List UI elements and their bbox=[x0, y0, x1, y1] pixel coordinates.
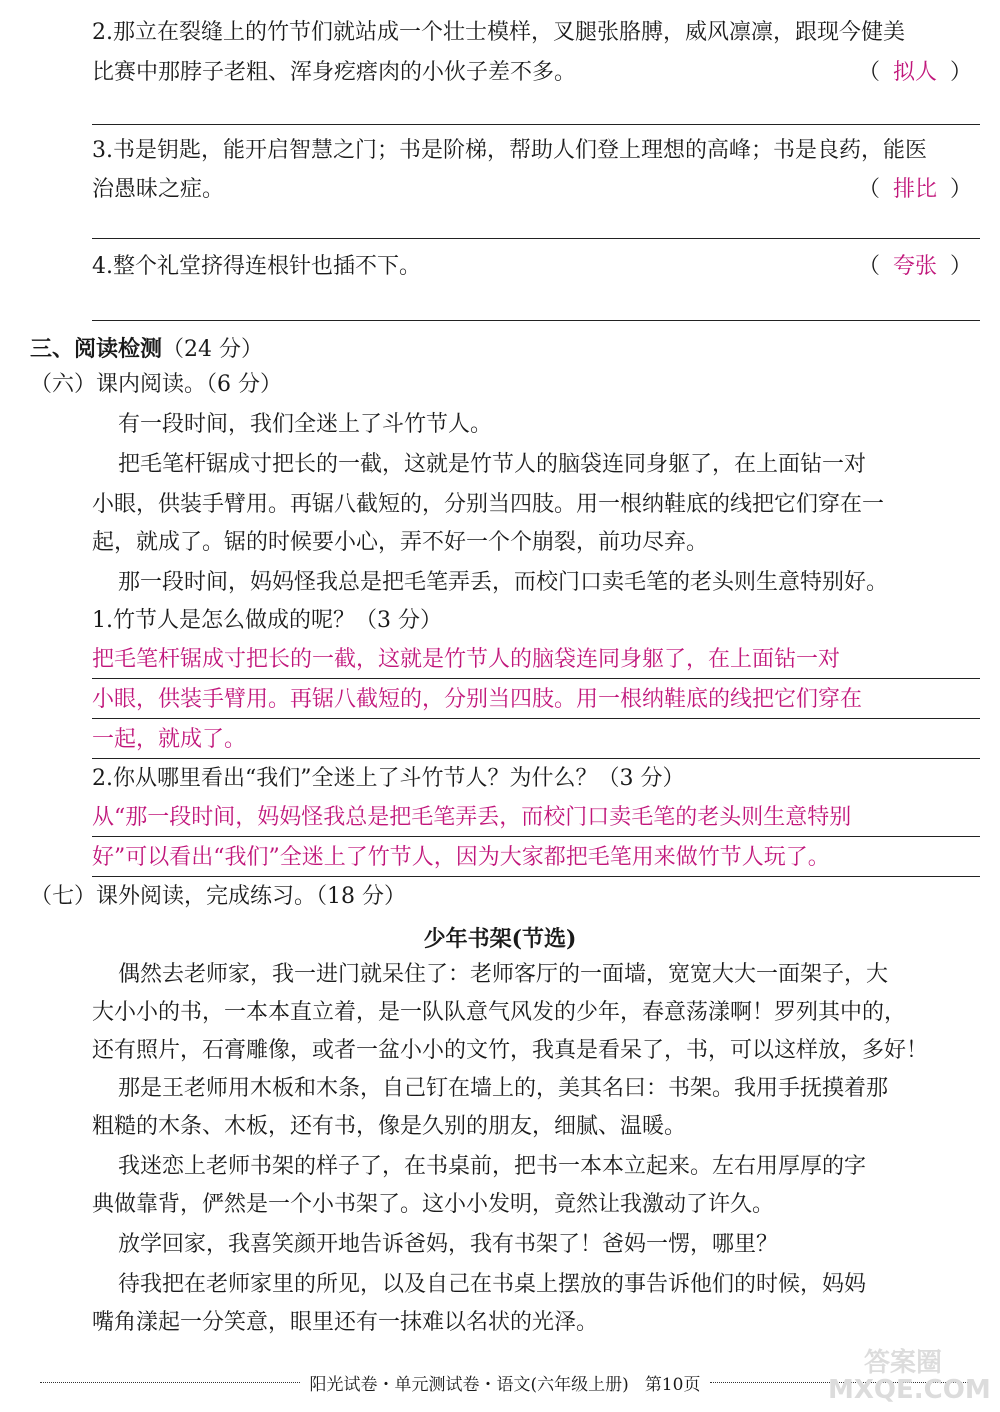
question-2-answer-line: 从“那一段时间，妈妈怪我总是把毛笔弄丢，而校门口卖毛笔的老头则生意特别 bbox=[92, 802, 980, 837]
question-1-answer-line: 把毛笔杆锯成寸把长的一截，这就是竹节人的脑袋连同身躯了，在上面钻一对 bbox=[92, 644, 980, 679]
passage-line: 嘴角漾起一分笑意，眼里还有一抹难以名状的光泽。 bbox=[92, 1310, 599, 1335]
answer-line bbox=[92, 320, 980, 321]
question-1-answer-line: 一起，就成了。 bbox=[92, 724, 980, 759]
part-6-question-1: 1.竹节人是怎么做成的呢？（3 分） bbox=[92, 608, 442, 633]
question-2-line-2 bbox=[92, 58, 972, 88]
section-title: 三、阅读检测 bbox=[30, 336, 163, 362]
question-3-answer: 排比 bbox=[892, 177, 937, 202]
question-2-answer-line: 好”可以看出“我们”全迷上了竹节人，因为大家都把毛笔用来做竹节人玩了。 bbox=[92, 842, 980, 877]
question-4-line bbox=[92, 252, 972, 282]
question-4-answer-box: （ 夸张 ） bbox=[858, 252, 972, 282]
passage-line: 我迷恋上老师书架的样子了，在书桌前，把书一本本立起来。左右用厚厚的字 bbox=[118, 1154, 867, 1179]
passage-line: 那是王老师用木板和木条，自己钉在墙上的，美其名曰：书架。我用手抚摸着那 bbox=[118, 1076, 889, 1101]
passage-line: 小眼，供装手臂用。再锯八截短的，分别当四肢。用一根纳鞋底的线把它们穿在一 bbox=[92, 492, 885, 517]
part-7-heading: （七）课外阅读，完成练习。（18 分） bbox=[30, 884, 406, 909]
passage-line: 放学回家，我喜笑颜开地告诉爸妈，我有书架了！爸妈一愣，哪里？ bbox=[118, 1232, 779, 1257]
passage-line: 待我把在老师家里的所见，以及自己在书桌上摆放的事告诉他们的时候，妈妈 bbox=[118, 1272, 867, 1297]
question-2-answer-box: （ 拟人 ） bbox=[858, 58, 972, 88]
passage-line: 那一段时间，妈妈怪我总是把毛笔弄丢，而校门口卖毛笔的老头则生意特别好。 bbox=[118, 570, 889, 595]
passage-line: 把毛笔杆锯成寸把长的一截，这就是竹节人的脑袋连同身躯了，在上面钻一对 bbox=[118, 452, 867, 477]
watermark-logo: 答案圈 MXQE.COM bbox=[828, 1348, 991, 1405]
passage-line: 还有照片，石膏雕像，或者一盆小小的文竹，我真是看呆了，书，可以这样放，多好！ bbox=[92, 1038, 929, 1063]
part-6-heading: （六）课内阅读。（6 分） bbox=[30, 372, 282, 397]
footer-text: 阳光试卷・单元测试卷・语文(六年级上册) bbox=[309, 1375, 629, 1395]
article-title: 少年书架(节选) bbox=[423, 926, 577, 952]
passage-line: 大小小的书，一本本直立着，是一队队意气风发的少年，春意荡漾啊！罗列其中的， bbox=[92, 1000, 907, 1025]
passage-line: 粗糙的木条、木板，还有书，像是久别的朋友，细腻、温暖。 bbox=[92, 1114, 687, 1139]
passage-line: 起，就成了。锯的时候要小心，弄不好一个个崩裂，前功尽弃。 bbox=[92, 530, 709, 555]
question-3-text: 治愚昧之症。 bbox=[92, 177, 225, 202]
question-4-text: 4.整个礼堂挤得连根针也插不下。 bbox=[92, 254, 421, 279]
passage-line: 有一段时间，我们全迷上了斗竹节人。 bbox=[118, 412, 493, 437]
question-3-line-1: 3.书是钥匙，能开启智慧之门；书是阶梯，帮助人们登上理想的高峰；书是良药，能医 bbox=[92, 138, 927, 163]
passage-line: 偶然去老师家，我一进门就呆住了：老师客厅的一面墙，宽宽大大一面架子，大 bbox=[118, 962, 889, 987]
question-2-answer: 拟人 bbox=[892, 60, 937, 85]
part-6-question-2: 2.你从哪里看出“我们”全迷上了斗竹节人？为什么？（3 分） bbox=[92, 766, 685, 791]
answer-line bbox=[92, 238, 980, 239]
question-2-text: 比赛中那脖子老粗、浑身疙瘩肉的小伙子差不多。 bbox=[92, 60, 577, 85]
question-3-line-2 bbox=[92, 175, 972, 205]
section-score: （24 分） bbox=[162, 337, 264, 362]
page-number: 第10页 bbox=[644, 1375, 701, 1395]
section-heading bbox=[30, 334, 980, 365]
question-3-answer-box: （ 排比 ） bbox=[858, 175, 972, 205]
answer-line bbox=[92, 124, 980, 125]
passage-line: 典做靠背，俨然是一个小书架了。这小小发明，竟然让我激动了许久。 bbox=[92, 1192, 775, 1217]
question-1-answer-line: 小眼，供装手臂用。再锯八截短的，分别当四肢。用一根纳鞋底的线把它们穿在 bbox=[92, 684, 980, 719]
question-2-line-1: 2.那立在裂缝上的竹节们就站成一个壮士模样，叉腿张胳膊，威风凛凛，跟现今健美 bbox=[92, 20, 905, 45]
footer-divider bbox=[40, 1382, 300, 1383]
question-4-answer: 夸张 bbox=[892, 254, 937, 279]
